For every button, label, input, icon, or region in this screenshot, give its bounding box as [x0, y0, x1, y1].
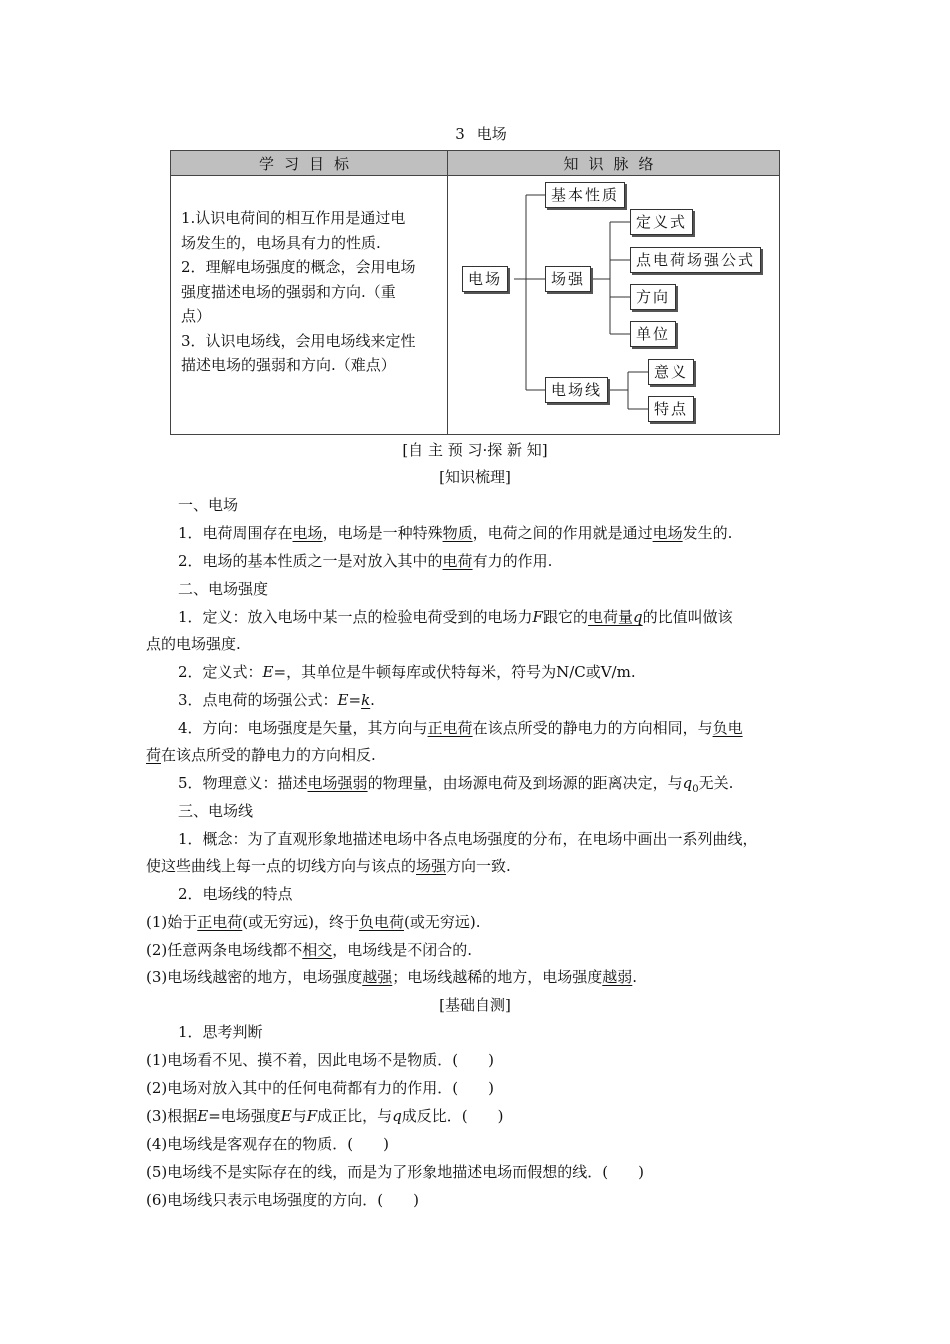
section-self-study: [自 主 预 习·探 新 知] — [402, 441, 548, 459]
goal-line: 3．认识电场线，会用电场线来定性 — [181, 331, 416, 350]
paragraph: 4．方向：电场强度是矢量，其方向与正电荷在该点所受的静电力的方向相同，与负电 — [178, 719, 743, 737]
list-item: (1)始于正电荷(或无穷远)，终于负电荷(或无穷远). — [146, 913, 481, 931]
section-self-test: [基础自测] — [439, 996, 511, 1014]
quiz-item: (2)电场对放入其中的任何电荷都有力的作用．( ) — [146, 1079, 494, 1097]
title-text: 电场 — [476, 125, 507, 143]
quiz-heading: 1．思考判断 — [178, 1023, 263, 1041]
map-node-features: 特点 — [648, 396, 694, 422]
map-node-unit: 单位 — [630, 321, 676, 347]
paragraph: 1．定义：放入电场中某一点的检验电荷受到的电场力F跟它的电荷量q的比值叫做该 — [178, 608, 733, 626]
goal-line: 2．理解电场强度的概念，会用电场 — [181, 258, 416, 276]
map-node-definition: 定义式 — [630, 209, 693, 235]
knowledge-map-cell — [448, 176, 780, 435]
quiz-item: (6)电场线只表示电场强度的方向．( ) — [146, 1191, 419, 1209]
map-node-field-lines: 电场线 — [545, 377, 608, 403]
goal-line: 点） — [181, 307, 212, 325]
page-title — [0, 123, 950, 144]
goal-line: 强度描述电场的强弱和方向.（重 — [181, 282, 396, 301]
paragraph-cont: 使这些曲线上每一点的切线方向与该点的场强方向一致. — [146, 857, 511, 875]
paragraph: 2．定义式：E=，其单位是牛顿每库或伏特每米，符号为N/C或V/m. — [178, 663, 636, 681]
map-node-electric-field: 电场 — [462, 266, 508, 292]
list-item: (3)电场线越密的地方，电场强度越强；电场线越稀的地方，电场强度越弱. — [146, 968, 638, 986]
heading-field-lines: 三、电场线 — [178, 802, 254, 820]
mindmap-connectors — [448, 176, 780, 434]
list-item: (2)任意两条电场线都不相交，电场线是不闭合的. — [146, 941, 473, 959]
header-learning-goals: 学习目标 — [171, 151, 448, 176]
learning-goals-cell — [171, 176, 448, 435]
section-knowledge-review: [知识梳理] — [439, 468, 511, 486]
header-knowledge-map: 知识脉络 — [448, 151, 780, 176]
paragraph: 2．电场线的特点 — [178, 885, 293, 903]
goal-line: 1.认识电荷间的相互作用是通过电 — [181, 209, 406, 227]
title-number: 3 — [455, 125, 465, 143]
map-node-direction: 方向 — [630, 284, 676, 310]
map-node-meaning: 意义 — [648, 359, 694, 385]
map-node-basic-property: 基本性质 — [545, 182, 625, 208]
quiz-item: (4)电场线是客观存在的物质．( ) — [146, 1135, 389, 1153]
goal-line: 场发生的，电场具有力的性质. — [181, 233, 381, 252]
quiz-item: (3)根据E=电场强度E与F成正比，与q成反比．( ) — [146, 1107, 504, 1125]
paragraph: 5．物理意义：描述电场强弱的物理量，由场源电荷及到场源的距离决定，与$q_0$无关. — [178, 774, 734, 795]
map-node-field-strength: 场强 — [545, 266, 591, 292]
heading-electric-field: 一、电场 — [178, 496, 239, 514]
objectives-table — [170, 150, 780, 435]
heading-field-strength: 二、电场强度 — [178, 580, 269, 598]
paragraph: 1．概念：为了直观形象地描述电场中各点电场强度的分布，在电场中画出一系列曲线， — [178, 830, 758, 848]
paragraph-cont: 点的电场强度. — [146, 635, 241, 653]
paragraph: 2．电场的基本性质之一是对放入其中的电荷有力的作用. — [178, 552, 553, 570]
paragraph-cont: 荷在该点所受的静电力的方向相反. — [146, 746, 376, 764]
goal-line: 描述电场的强弱和方向.（难点） — [181, 356, 396, 374]
paragraph: 1．电荷周围存在电场，电场是一种特殊物质，电荷之间的作用就是通过电场发生的. — [178, 524, 733, 542]
paragraph: 3．点电荷的场强公式：E=k. — [178, 691, 375, 709]
map-node-point-charge-formula: 点电荷场强公式 — [630, 247, 761, 273]
quiz-item: (1)电场看不见、摸不着，因此电场不是物质．( ) — [146, 1051, 494, 1069]
quiz-item: (5)电场线不是实际存在的线，而是为了形象地描述电场而假想的线．( ) — [146, 1163, 644, 1181]
